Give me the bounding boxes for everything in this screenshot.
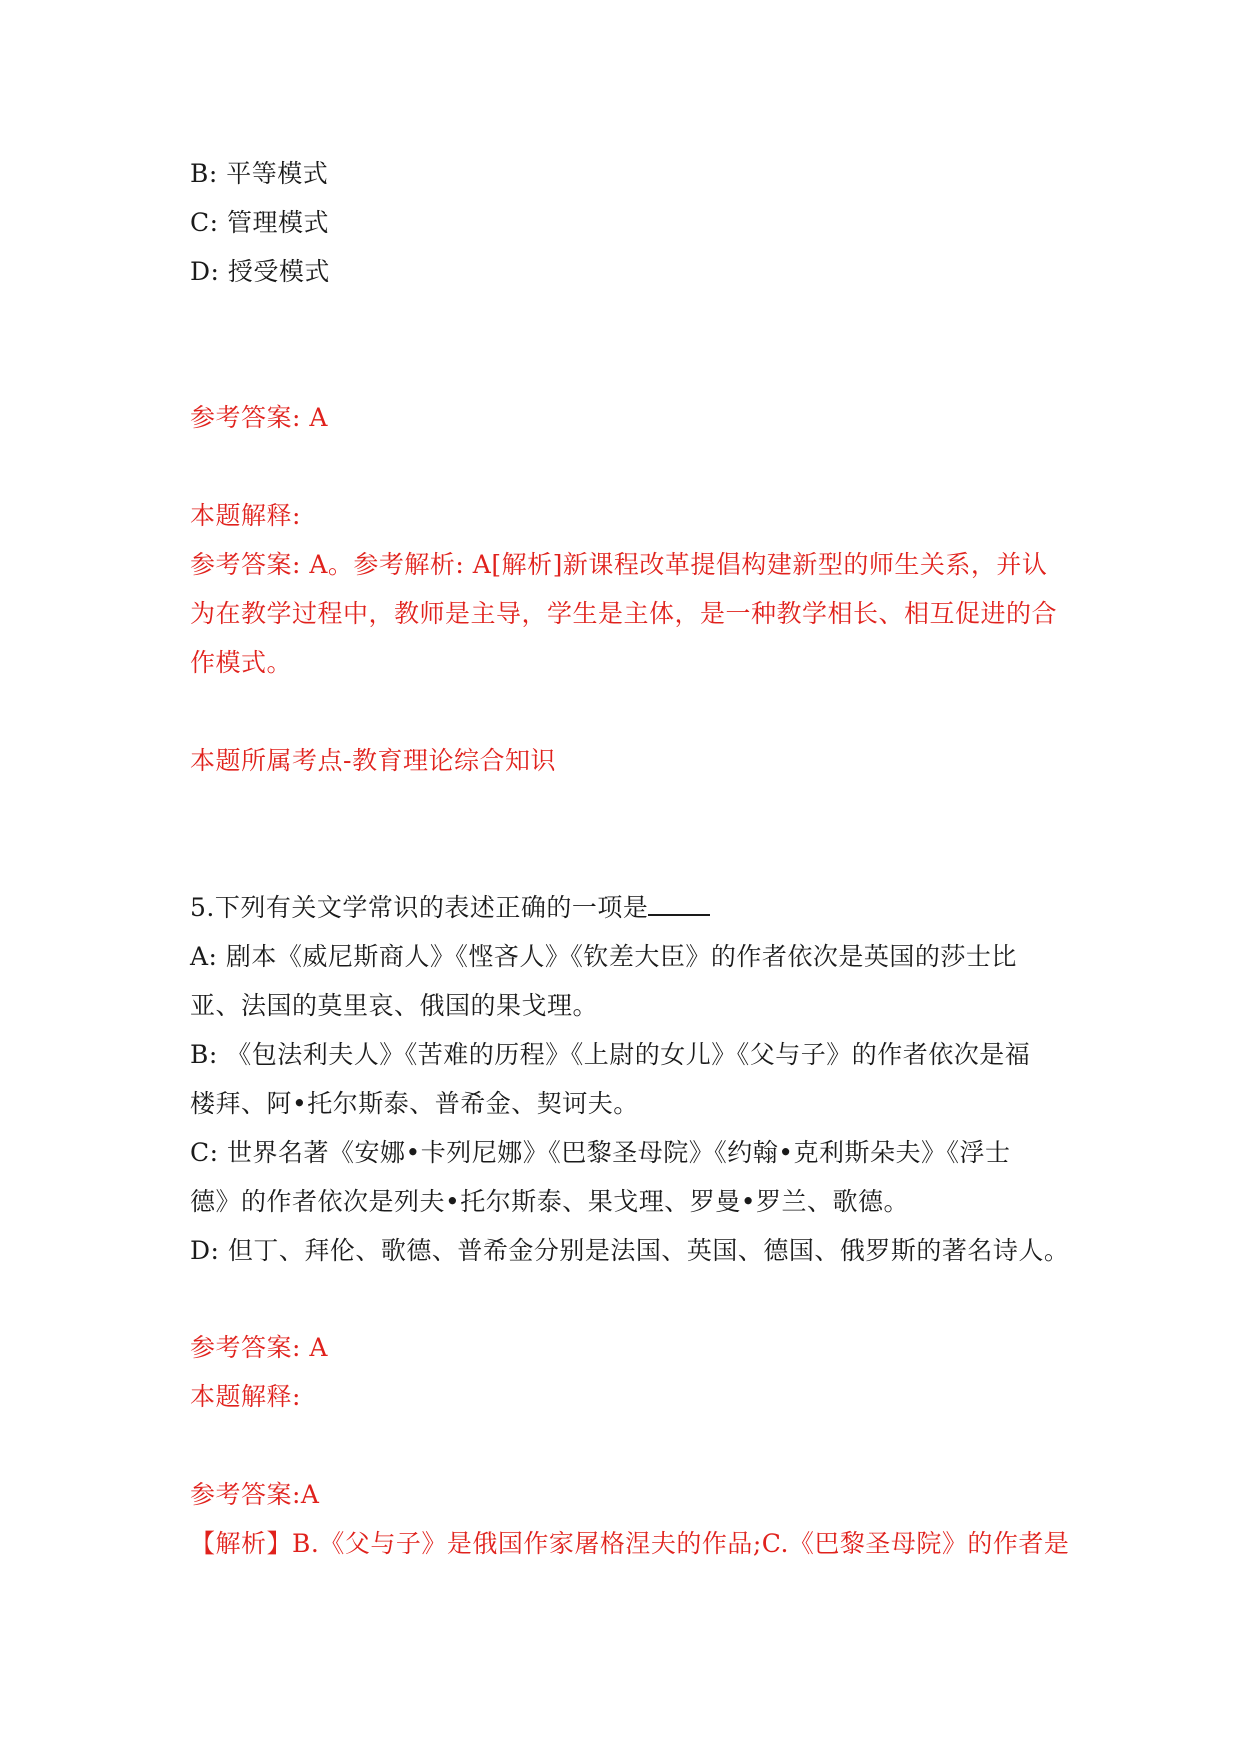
q5-answer: 参考答案: A: [190, 1333, 328, 1362]
q5-option-a-line2: 亚、法国的莫里哀、俄国的果戈理。: [190, 991, 599, 1020]
q4-explanation-line3: 作模式。: [190, 648, 293, 677]
q5-answer-repeat: 参考答案:A: [190, 1480, 320, 1509]
q4-option-b: B: 平等模式: [190, 159, 329, 188]
q4-explanation-line1: 参考答案: A。参考解析: A[解析]新课程改革提倡构建新型的师生关系，并认: [190, 550, 1048, 579]
q4-option-c: C: 管理模式: [190, 208, 329, 237]
q5-option-b-line2: 楼拜、阿•托尔斯泰、普希金、契诃夫。: [190, 1089, 639, 1118]
q4-explanation-line2: 为在教学过程中，教师是主导，学生是主体，是一种教学相长、相互促进的合: [190, 599, 1058, 628]
q4-explanation-label: 本题解释:: [190, 501, 301, 530]
q5-explanation-line1: 【解析】B.《父与子》是俄国作家屠格涅夫的作品;C.《巴黎圣母院》的作者是: [190, 1529, 1070, 1558]
q4-knowledge-point: 本题所属考点-教育理论综合知识: [190, 746, 556, 775]
q5-option-a-line1: A: 剧本《威尼斯商人》《悭吝人》《钦差大臣》的作者依次是英国的莎士比: [190, 942, 1017, 971]
q4-option-d: D: 授受模式: [190, 257, 330, 286]
q5-option-c-line1: C: 世界名著《安娜•卡列尼娜》《巴黎圣母院》《约翰•克利斯朵夫》《浮士: [190, 1138, 1011, 1167]
q5-option-c-line2: 德》的作者依次是列夫•托尔斯泰、果戈理、罗曼•罗兰、歌德。: [190, 1187, 909, 1216]
q5-stem-text: 5.下列有关文学常识的表述正确的一项是: [190, 893, 649, 922]
q5-answer-blank: [648, 892, 710, 916]
q5-option-b-line1: B: 《包法利夫人》《苦难的历程》《上尉的女儿》《父与子》的作者依次是福: [190, 1040, 1031, 1069]
q5-stem: [190, 891, 1070, 925]
q4-answer: 参考答案: A: [190, 403, 328, 432]
q5-explanation-label: 本题解释:: [190, 1382, 301, 1411]
q5-option-d: D: 但丁、拜伦、歌德、普希金分别是法国、英国、德国、俄罗斯的著名诗人。: [190, 1236, 1070, 1265]
